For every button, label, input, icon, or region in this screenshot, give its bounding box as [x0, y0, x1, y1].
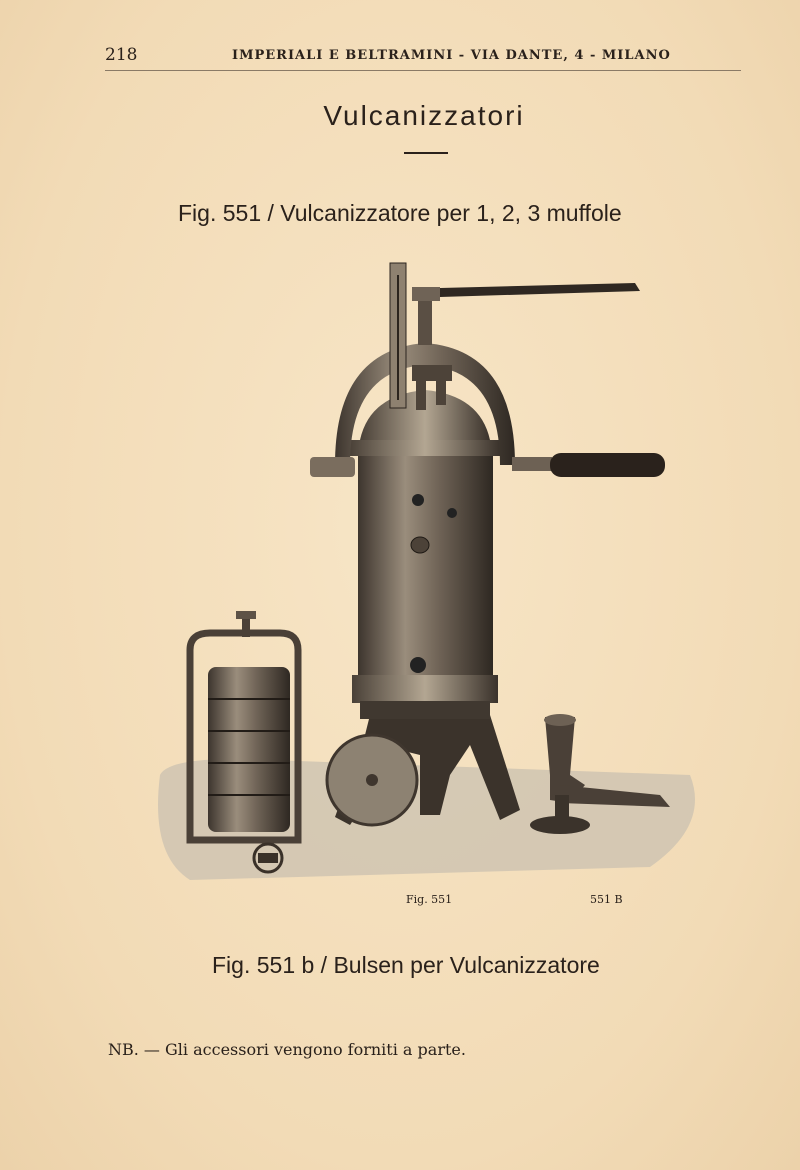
wooden-handle	[550, 453, 665, 477]
figure-caption-551b: Fig. 551 b / Bulsen per Vulcanizzatore	[212, 952, 600, 978]
section-title: Vulcanizzatori	[323, 100, 525, 131]
figure-caption-551: Fig. 551 / Vulcanizzatore per 1, 2, 3 muffole	[178, 200, 622, 226]
vulcanizer-cylinder	[358, 450, 493, 695]
running-head: IMPERIALI E BELTRAMINI - VIA DANTE, 4 - MILANO	[232, 48, 671, 63]
figure-label-551: Fig. 551	[406, 893, 453, 906]
footnote: NB. — Gli accessori vengono forniti a parte.	[108, 1040, 466, 1059]
page-number: 218	[105, 45, 138, 65]
press-lever	[440, 283, 640, 297]
vulcanizer-illustration	[150, 255, 700, 885]
header-rule	[105, 70, 741, 71]
title-rule	[404, 152, 448, 154]
figure-label-551b: 551 B	[590, 893, 623, 906]
